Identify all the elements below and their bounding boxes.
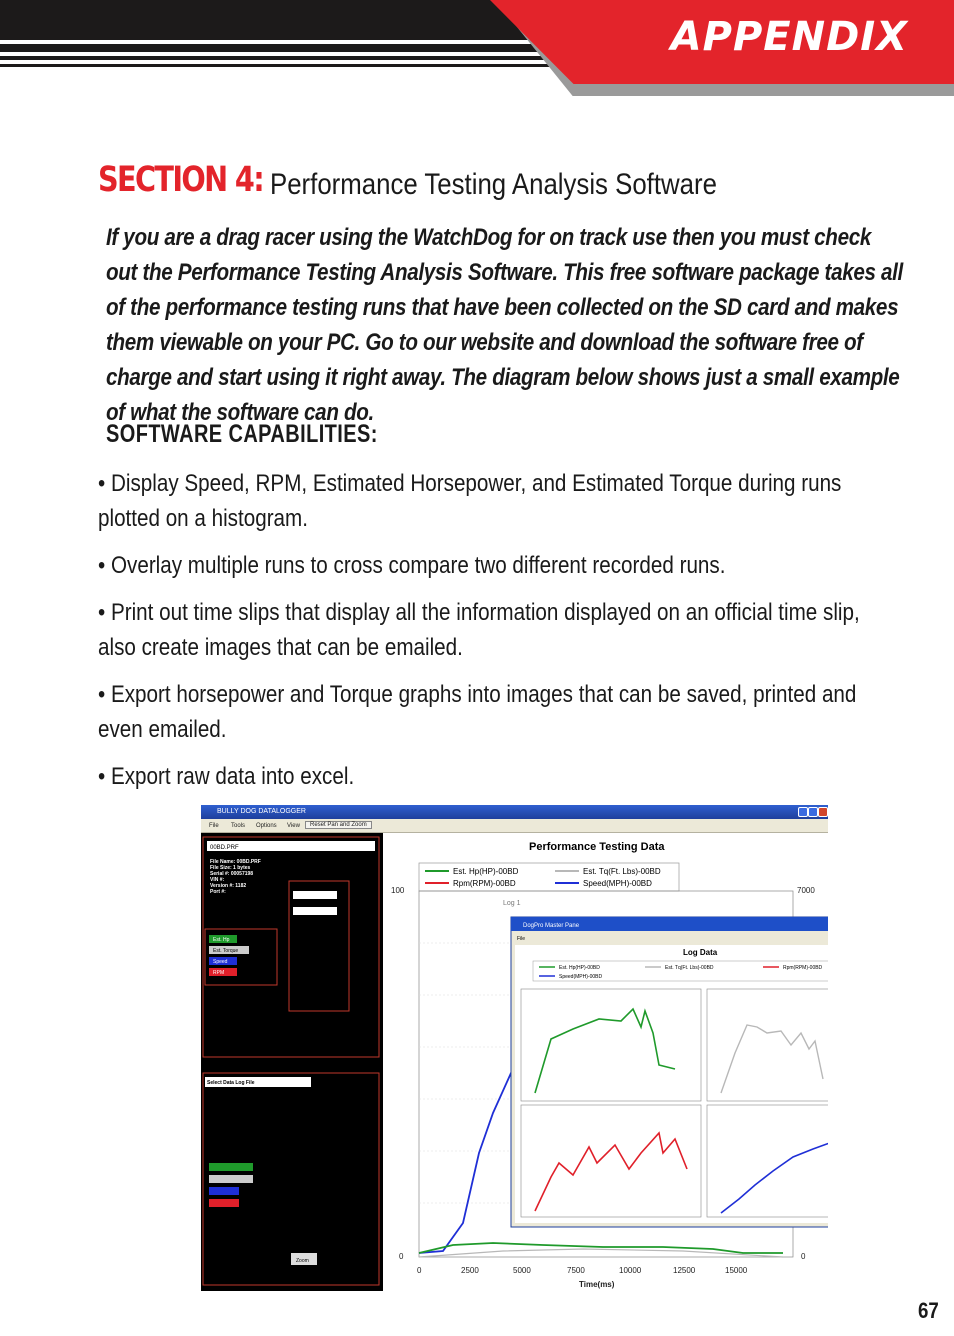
param-torque[interactable]: Est. Torque (213, 948, 239, 954)
x-tick: 0 (417, 1266, 422, 1275)
left-tick: 0 (399, 1252, 404, 1261)
info-line: File Name: 00BD.PRF (210, 859, 261, 865)
param-hp[interactable]: Est. Hp (213, 937, 230, 943)
x-tick: 7500 (567, 1266, 585, 1275)
app-menubar (201, 819, 828, 833)
section-heading (98, 160, 717, 201)
main-chart (383, 833, 828, 1291)
main-chart-title: Performance Testing Data (529, 841, 665, 853)
left-tick: 100 (391, 886, 405, 895)
param-speed[interactable]: Speed (213, 959, 228, 965)
log-file-select[interactable]: 00BD.PRF (210, 845, 239, 851)
header-title: APPENDIX (670, 14, 908, 60)
side-panel (201, 833, 383, 1291)
menu-options[interactable]: Options (256, 823, 277, 829)
info-line: File Size: 1 bytes (210, 865, 251, 871)
list-item: • Export raw data into excel. (98, 763, 355, 790)
info-line: VIN #: (210, 877, 225, 883)
header-stripe (0, 44, 600, 52)
software-screenshot (201, 805, 828, 1291)
zoom-button[interactable]: Zoom (296, 1258, 309, 1264)
inner-legend-hp: Est. Hp(HP)-00BD (559, 965, 600, 971)
inner-chart-title: Log Data (683, 948, 718, 957)
inner-legend-torque: Est. Tq(Ft. Lbs)-00BD (665, 965, 714, 971)
minimize-icon[interactable] (798, 807, 808, 817)
section-number: SECTION 4: (98, 160, 264, 200)
menu-tools[interactable]: Tools (231, 823, 246, 829)
section-title: Performance Testing Analysis Software (270, 168, 717, 201)
x-axis-label: Time(ms) (579, 1280, 615, 1289)
inner-menu-file[interactable]: File (517, 936, 526, 942)
x-tick: 10000 (619, 1266, 642, 1275)
page-number: 67 (918, 1298, 939, 1323)
legend-hp: Est. Hp(HP)-00BD (453, 867, 519, 876)
legend-speed: Speed(MPH)-00BD (583, 879, 652, 888)
select-log-label[interactable]: Select Data Log File (207, 1080, 255, 1086)
app-title: BULLY DOG DATALOGGER (217, 808, 306, 815)
info-line: Version #: 1182 (210, 883, 247, 889)
app-titlebar (201, 805, 828, 819)
info-line: Serial #: 00057198 (210, 871, 254, 877)
reset-pan-zoom-button[interactable]: Reset Pan and Zoom (305, 821, 372, 829)
x-tick: 12500 (673, 1266, 696, 1275)
inner-legend-rpm: Rpm(RPM)-00BD (783, 965, 823, 971)
legend-torque: Est. Tq(Ft. Lbs)-00BD (583, 867, 661, 876)
list-item: • Display Speed, RPM, Estimated Horsepower, and Estimated Torque during runs plotted on a histogram. (98, 470, 842, 532)
capabilities-heading: SOFTWARE CAPABILITIES: (106, 420, 378, 448)
menu-file[interactable]: File (209, 823, 219, 829)
log-annotation: Log 1 (503, 900, 521, 907)
inner-legend-speed: Speed(MPH)-00BD (559, 974, 603, 980)
x-tick: 2500 (461, 1266, 479, 1275)
right-tick: 7000 (797, 886, 815, 895)
close-icon[interactable] (818, 807, 828, 817)
capabilities-list (98, 466, 898, 806)
list-item: • Overlay multiple runs to cross compare two different recorded runs. (98, 552, 726, 579)
right-tick: 0 (801, 1252, 806, 1261)
list-item: • Print out time slips that display all the information displayed on an official time slip, also create images that can be emailed. (98, 599, 860, 661)
x-tick: 15000 (725, 1266, 748, 1275)
intro-paragraph: If you are a drag racer using the WatchDog for on track use then you must check out the Performance Testing Analysis Software. This free software package takes all of the performance testing runs that have been collected on the SD card and makes them viewable on your PC. Go to our website and download the software free of charge and start using it right away. The diagram below shows just a small example of what the software can do. (106, 224, 903, 426)
legend-rpm: Rpm(RPM)-00BD (453, 879, 516, 888)
param-rpm[interactable]: RPM (213, 970, 225, 976)
list-item: • Export horsepower and Torque graphs into images that can be saved, printed and even emailed. (98, 681, 857, 743)
inner-window-title: DogPro Master Pane (523, 923, 580, 929)
maximize-icon[interactable] (808, 807, 818, 817)
x-tick: 5000 (513, 1266, 531, 1275)
menu-view[interactable]: View (287, 823, 300, 829)
header-stripe (0, 64, 600, 67)
inner-window (511, 917, 828, 1227)
header-stripe (0, 56, 600, 60)
info-line: Port #: (210, 889, 226, 895)
